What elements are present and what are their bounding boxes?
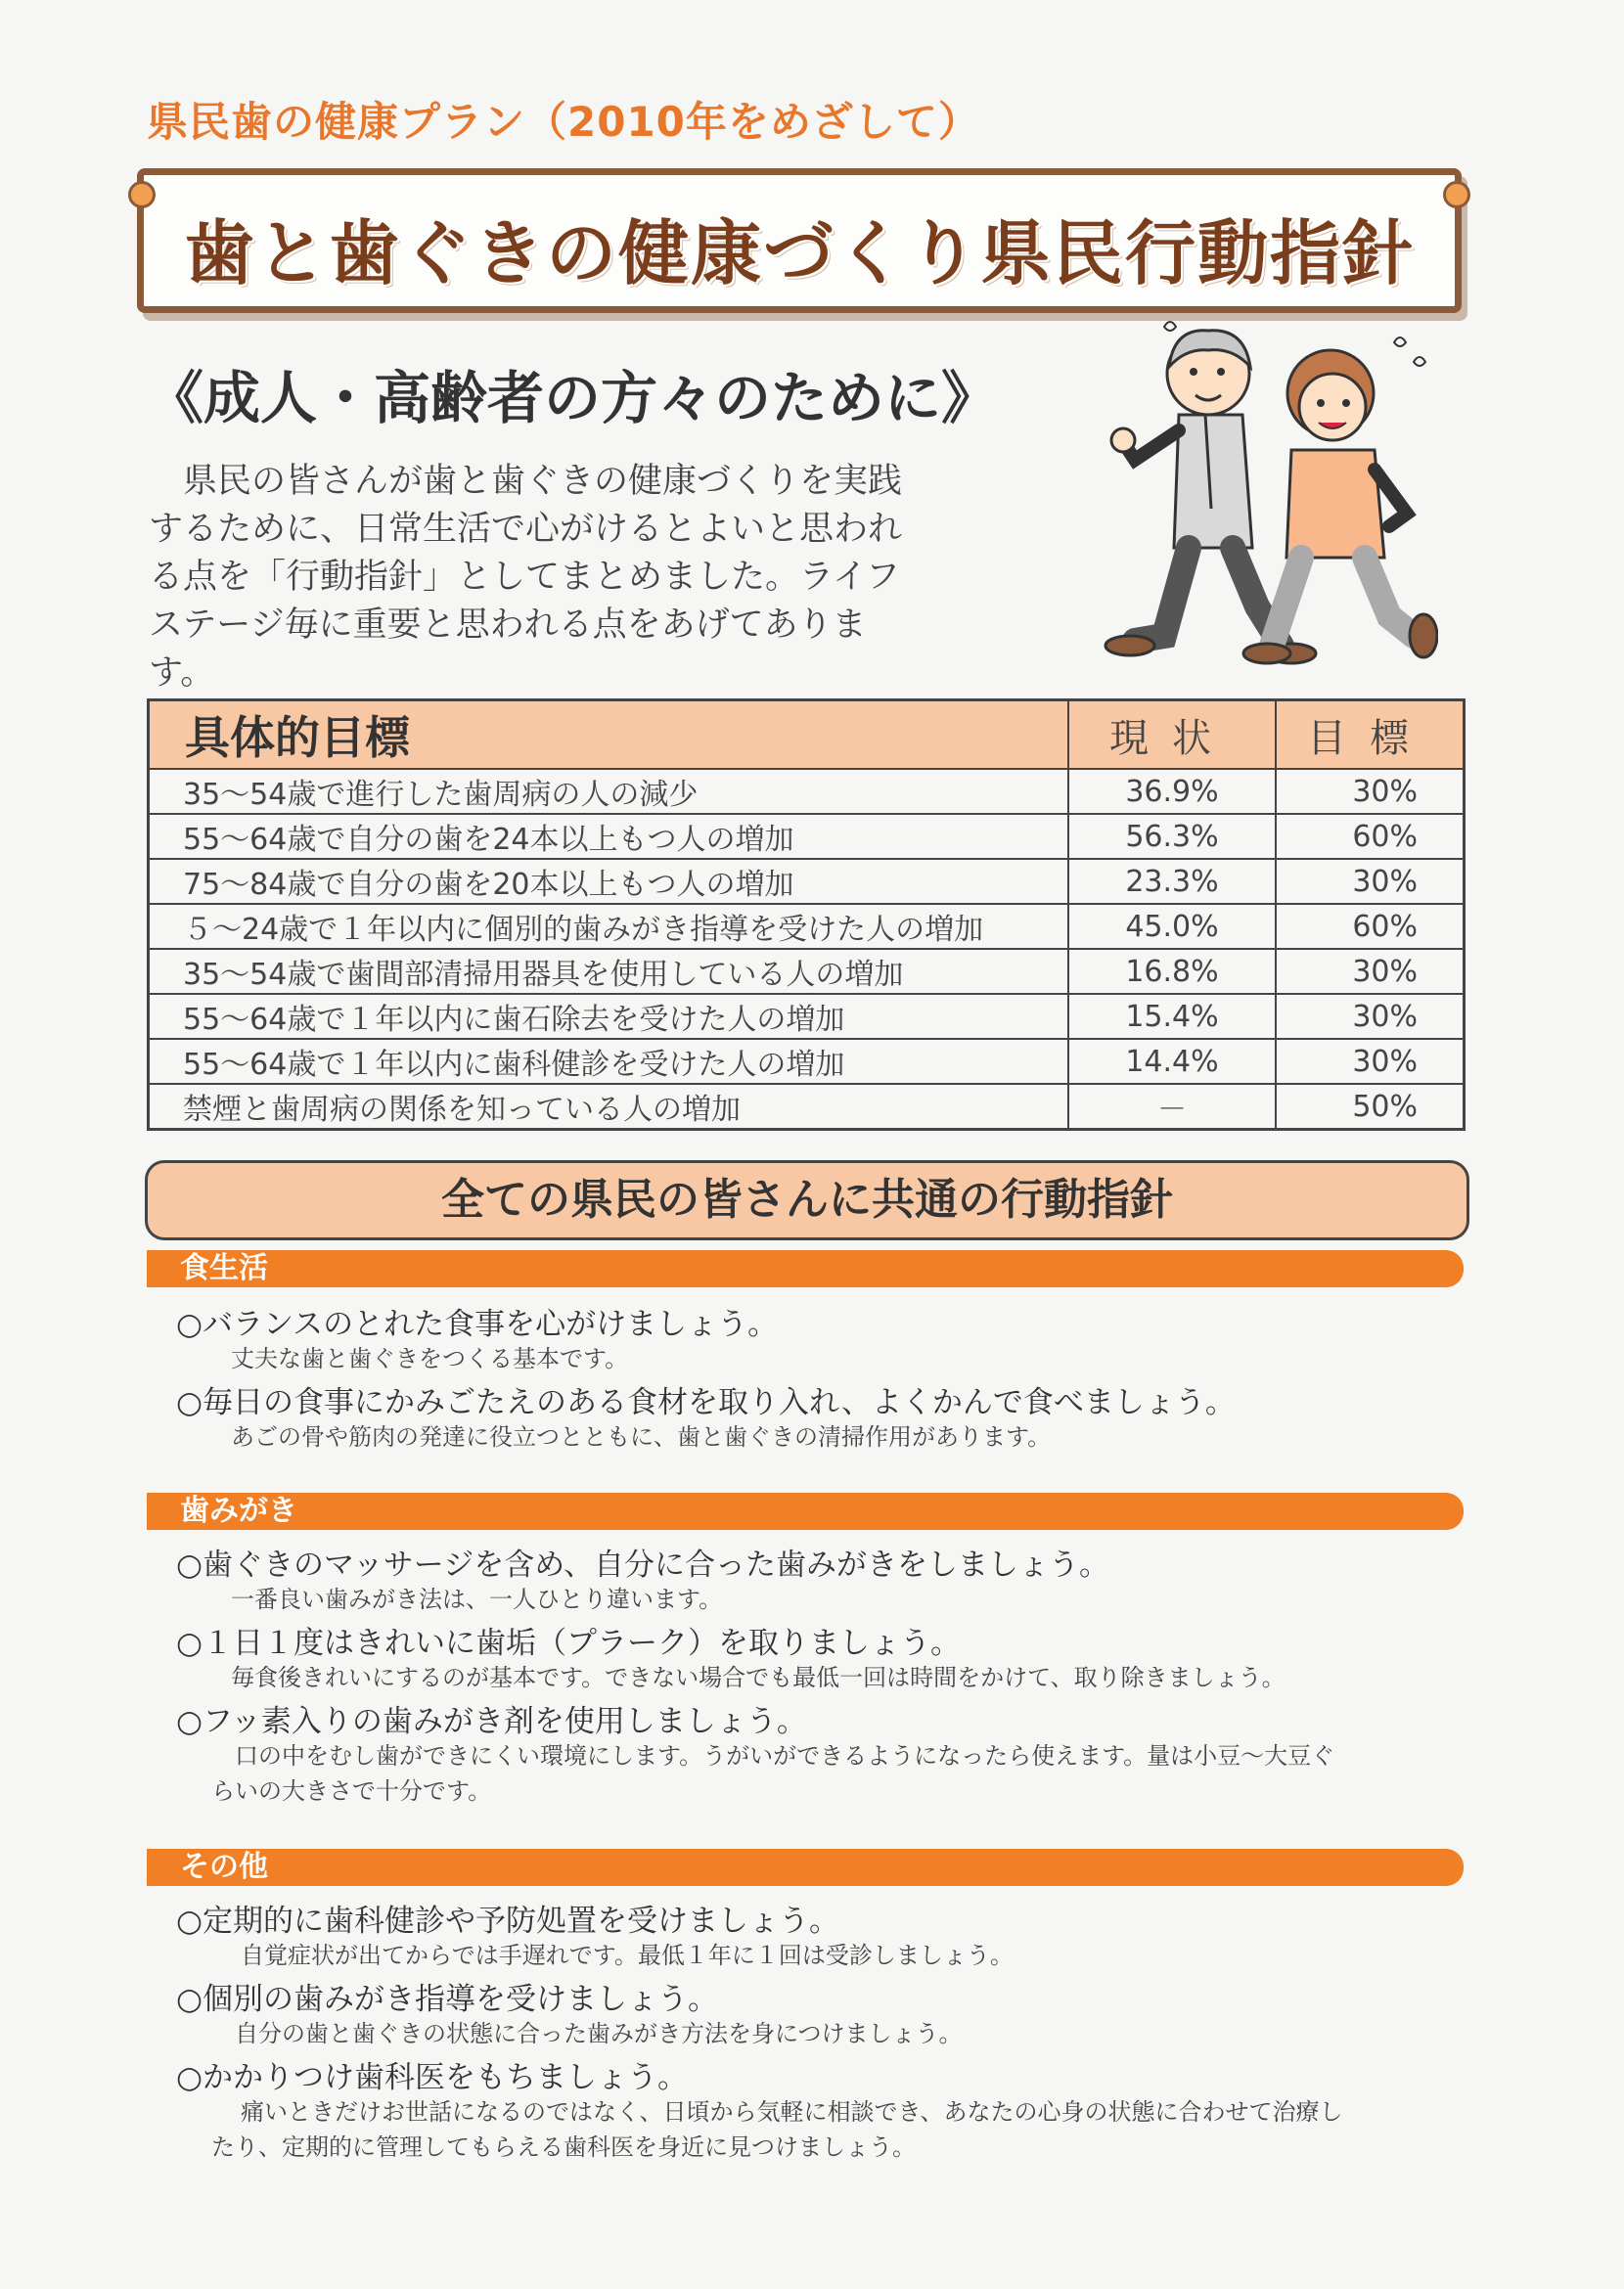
- current-value: 56.3%: [1068, 814, 1276, 859]
- target-value: 60%: [1276, 814, 1465, 859]
- category-label: その他: [180, 1850, 268, 1884]
- common-guidelines-title: 全ての県民の皆さんに共通の行動指針: [145, 1160, 1469, 1240]
- guideline-point: ○１日１度はきれいに歯垢（プラーク）を取りましょう。: [176, 1626, 962, 1661]
- goal-label: ５～24歳で１年以内に個別的歯みがき指導を受けた人の増加: [149, 904, 1069, 949]
- table-row: [149, 1084, 1465, 1130]
- woman-figure-icon: [1243, 350, 1437, 663]
- current-value: 16.8%: [1068, 949, 1276, 994]
- table-row: [149, 1039, 1465, 1084]
- table-row: [149, 814, 1465, 859]
- elderly-couple-walking-illustration: [1096, 313, 1438, 685]
- guideline-note: 丈夫な歯と歯ぐきをつくる基本です。: [231, 1345, 629, 1372]
- goal-label: 35～54歳で進行した歯周病の人の減少: [149, 769, 1069, 814]
- page-title: 歯と歯ぐきの健康づくり県民行動指針: [183, 212, 1415, 294]
- target-group-heading: 《成人・高齢者の方々のために》: [147, 365, 999, 431]
- table-row: [149, 859, 1465, 904]
- category-label: 食生活: [180, 1251, 268, 1285]
- table-row: [149, 904, 1465, 949]
- guideline-point: ○個別の歯みがき指導を受けましょう。: [176, 1982, 719, 2017]
- goal-label: 55～64歳で１年以内に歯科健診を受けた人の増加: [149, 1039, 1069, 1084]
- guideline-note: 毎食後きれいにするのが基本です。できない場合でも最低一回は時間をかけて、取り除きましょう。: [231, 1664, 1286, 1691]
- intro-line: するために、日常生活で心がけるとよいと思われ: [149, 510, 903, 549]
- goal-label: 禁煙と歯周病の関係を知っている人の増加: [149, 1084, 1069, 1130]
- guideline-note: 一番良い歯みがき法は、一人ひとり違います。: [231, 1586, 723, 1613]
- intro-paragraph: [149, 458, 931, 697]
- category-bar-diet: [147, 1250, 1464, 1287]
- target-value: 30%: [1276, 1039, 1465, 1084]
- guideline-note: らいの大きさで十分です。: [211, 1777, 492, 1805]
- target-value: 30%: [1276, 859, 1465, 904]
- header-target: 目標: [1276, 700, 1465, 770]
- header-goal: 具体的目標: [149, 700, 1069, 770]
- table-header-row: [149, 700, 1465, 770]
- category-bar-other: [147, 1849, 1464, 1886]
- category-bar-brushing: [147, 1493, 1464, 1530]
- goal-label: 75～84歳で自分の歯を20本以上もつ人の増加: [149, 859, 1069, 904]
- guideline-note: たり、定期的に管理してもらえる歯科医を身近に見つけましょう。: [211, 2133, 916, 2161]
- current-value: 36.9%: [1068, 769, 1276, 814]
- guideline-note: あごの骨や筋肉の発達に役立つとともに、歯と歯ぐきの清掃作用があります。: [231, 1423, 1052, 1451]
- goal-label: 35～54歳で歯間部清掃用器具を使用している人の増加: [149, 949, 1069, 994]
- guideline-point: ○かかりつけ歯科医をもちましょう。: [176, 2060, 689, 2095]
- target-value: 60%: [1276, 904, 1465, 949]
- guideline-point: ○フッ素入りの歯みがき剤を使用しましょう。: [176, 1704, 807, 1739]
- header-current: 現状: [1068, 700, 1276, 770]
- target-value: 30%: [1276, 994, 1465, 1039]
- goal-label: 55～64歳で１年以内に歯石除去を受けた人の増加: [149, 994, 1069, 1039]
- goal-label: 55～64歳で自分の歯を24本以上もつ人の増加: [149, 814, 1069, 859]
- goals-table: [147, 698, 1466, 1131]
- intro-line: ステージ毎に重要と思われる点をあげてあります。: [149, 606, 867, 693]
- guideline-note: 痛いときだけお世話になるのではなく、日頃から気軽に相談でき、あなたの心身の状態に合わせて治療し: [241, 2098, 1343, 2126]
- guideline-note: 自分の歯と歯ぐきの状態に合った歯みがき方法を身につけましょう。: [235, 2020, 963, 2047]
- current-value: －: [1068, 1084, 1276, 1130]
- current-value: 15.4%: [1068, 994, 1276, 1039]
- table-row: [149, 949, 1465, 994]
- current-value: 14.4%: [1068, 1039, 1276, 1084]
- guideline-point: ○毎日の食事にかみごたえのある食材を取り入れ、よくかんで食べましょう。: [176, 1385, 1236, 1420]
- guideline-point: ○バランスのとれた食事を心がけましょう。: [176, 1307, 779, 1342]
- category-label: 歯みがき: [180, 1494, 297, 1528]
- plan-subtitle: 県民歯の健康プラン（2010年をめざして）: [147, 98, 980, 146]
- target-value: 30%: [1276, 769, 1465, 814]
- guideline-note: 口の中をむし歯ができにくい環境にします。うがいができるようになったら使えます。量は小豆～大豆ぐ: [235, 1742, 1335, 1770]
- target-value: 30%: [1276, 949, 1465, 994]
- current-value: 45.0%: [1068, 904, 1276, 949]
- intro-line: 県民の皆さんが歯と歯ぐきの健康づくりを実践: [183, 462, 903, 501]
- table-row: [149, 994, 1465, 1039]
- table-row: [149, 769, 1465, 814]
- guideline-point: ○歯ぐきのマッサージを含め、自分に合った歯みがきをしましょう。: [176, 1548, 1109, 1583]
- title-banner: [137, 168, 1462, 313]
- target-value: 50%: [1276, 1084, 1465, 1130]
- guideline-note: 自覚症状が出てからでは手遅れです。最低１年に１回は受診しましょう。: [241, 1942, 1014, 1969]
- guideline-point: ○定期的に歯科健診や予防処置を受けましょう。: [176, 1904, 840, 1939]
- current-value: 23.3%: [1068, 859, 1276, 904]
- intro-line: る点を「行動指針」としてまとめました。ライフ: [149, 558, 900, 597]
